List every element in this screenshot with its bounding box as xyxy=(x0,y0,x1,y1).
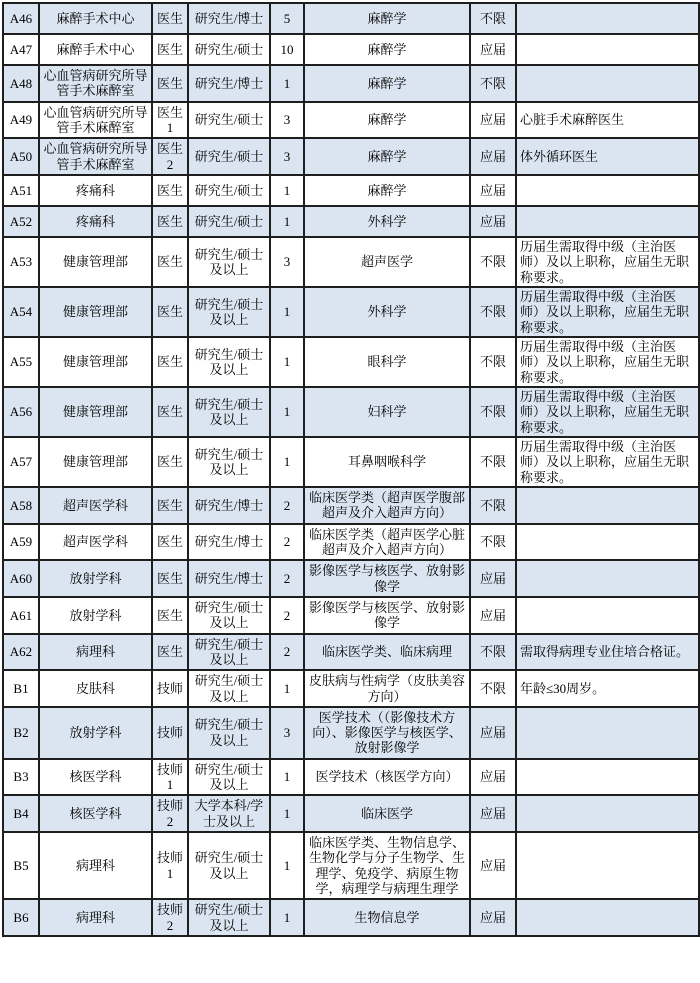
cell-major-requirement: 眼科学 xyxy=(304,337,470,387)
cell-job-title: 技师1 xyxy=(152,832,188,899)
cell-note xyxy=(516,3,699,34)
cell-department: 健康管理部 xyxy=(39,287,152,337)
cell-major-requirement: 麻醉学 xyxy=(304,65,470,102)
table-row xyxy=(3,670,699,707)
cell-position-code: A47 xyxy=(3,34,39,65)
table-row xyxy=(3,287,699,337)
cell-major-requirement: 生物信息学 xyxy=(304,899,470,936)
cell-education-requirement: 研究生/博士 xyxy=(188,487,270,524)
cell-education-requirement: 研究生/硕士及以上 xyxy=(188,287,270,337)
table-row xyxy=(3,707,699,759)
cell-job-title: 医生1 xyxy=(152,102,188,139)
table-row xyxy=(3,634,699,671)
cell-position-code: B1 xyxy=(3,670,39,707)
cell-note xyxy=(516,795,699,832)
table-row xyxy=(3,206,699,237)
cell-major-requirement: 影像医学与核医学、放射影像学 xyxy=(304,597,470,634)
cell-job-title: 医生2 xyxy=(152,138,188,175)
cell-department: 核医学科 xyxy=(39,759,152,796)
cell-job-title: 技师1 xyxy=(152,759,188,796)
cell-department: 心血管病研究所导管手术麻醉室 xyxy=(39,102,152,139)
cell-major-requirement: 临床医学 xyxy=(304,795,470,832)
cell-major-requirement: 影像医学与核医学、放射影像学 xyxy=(304,560,470,597)
cell-position-code: A59 xyxy=(3,524,39,561)
cell-position-code: B3 xyxy=(3,759,39,796)
cell-job-title: 医生 xyxy=(152,175,188,206)
cell-candidate-type: 应届 xyxy=(470,206,516,237)
table-row xyxy=(3,759,699,796)
cell-department: 超声医学科 xyxy=(39,524,152,561)
cell-major-requirement: 临床医学类（超声医学心脏超声及介入超声方向） xyxy=(304,524,470,561)
cell-job-title: 医生 xyxy=(152,387,188,437)
cell-candidate-type: 不限 xyxy=(470,337,516,387)
cell-headcount: 2 xyxy=(270,560,304,597)
cell-note: 需取得病理专业住培合格证。 xyxy=(516,634,699,671)
cell-position-code: A57 xyxy=(3,437,39,487)
table-row xyxy=(3,237,699,287)
cell-major-requirement: 临床医学类、生物信息学、生物化学与分子生物学、生理学、免疫学、病原生物学，病理学与病理生理学 xyxy=(304,832,470,899)
cell-candidate-type: 应届 xyxy=(470,102,516,139)
cell-major-requirement: 皮肤病与性病学（皮肤美容方向） xyxy=(304,670,470,707)
cell-major-requirement: 麻醉学 xyxy=(304,3,470,34)
cell-headcount: 5 xyxy=(270,3,304,34)
cell-position-code: A54 xyxy=(3,287,39,337)
cell-headcount: 1 xyxy=(270,832,304,899)
cell-candidate-type: 不限 xyxy=(470,524,516,561)
cell-position-code: A52 xyxy=(3,206,39,237)
cell-job-title: 技师2 xyxy=(152,899,188,936)
cell-department: 超声医学科 xyxy=(39,487,152,524)
cell-note: 体外循环医生 xyxy=(516,138,699,175)
table-row xyxy=(3,899,699,936)
table-row xyxy=(3,795,699,832)
cell-education-requirement: 研究生/硕士及以上 xyxy=(188,237,270,287)
cell-department: 病理科 xyxy=(39,634,152,671)
cell-major-requirement: 外科学 xyxy=(304,287,470,337)
cell-candidate-type: 不限 xyxy=(470,670,516,707)
cell-job-title: 医生 xyxy=(152,487,188,524)
cell-position-code: B2 xyxy=(3,707,39,759)
cell-headcount: 3 xyxy=(270,237,304,287)
cell-note xyxy=(516,65,699,102)
table-row xyxy=(3,387,699,437)
cell-department: 病理科 xyxy=(39,832,152,899)
table-body xyxy=(3,3,699,936)
cell-note xyxy=(516,206,699,237)
cell-job-title: 技师2 xyxy=(152,795,188,832)
cell-education-requirement: 研究生/硕士 xyxy=(188,138,270,175)
cell-major-requirement: 麻醉学 xyxy=(304,175,470,206)
table-row xyxy=(3,102,699,139)
cell-position-code: A62 xyxy=(3,634,39,671)
cell-position-code: A53 xyxy=(3,237,39,287)
cell-candidate-type: 应届 xyxy=(470,899,516,936)
cell-department: 放射学科 xyxy=(39,707,152,759)
cell-position-code: A55 xyxy=(3,337,39,387)
cell-department: 麻醉手术中心 xyxy=(39,3,152,34)
cell-department: 皮肤科 xyxy=(39,670,152,707)
cell-job-title: 医生 xyxy=(152,287,188,337)
cell-position-code: A58 xyxy=(3,487,39,524)
cell-education-requirement: 研究生/硕士及以上 xyxy=(188,437,270,487)
cell-headcount: 1 xyxy=(270,337,304,387)
cell-major-requirement: 耳鼻咽喉科学 xyxy=(304,437,470,487)
cell-education-requirement: 大学本科/学士及以上 xyxy=(188,795,270,832)
cell-department: 健康管理部 xyxy=(39,437,152,487)
cell-headcount: 2 xyxy=(270,487,304,524)
cell-headcount: 2 xyxy=(270,597,304,634)
cell-position-code: B5 xyxy=(3,832,39,899)
table-row xyxy=(3,138,699,175)
cell-major-requirement: 医学技术（（影像技术方向）、影像医学与核医学、放射影像学 xyxy=(304,707,470,759)
table-row xyxy=(3,832,699,899)
cell-department: 核医学科 xyxy=(39,795,152,832)
cell-candidate-type: 不限 xyxy=(470,3,516,34)
cell-note: 历届生需取得中级（主治医师）及以上职称，应届生无职称要求。 xyxy=(516,287,699,337)
table-row xyxy=(3,560,699,597)
cell-position-code: A60 xyxy=(3,560,39,597)
cell-education-requirement: 研究生/硕士及以上 xyxy=(188,899,270,936)
cell-major-requirement: 麻醉学 xyxy=(304,34,470,65)
cell-note: 历届生需取得中级（主治医师）及以上职称，应届生无职称要求。 xyxy=(516,337,699,387)
cell-headcount: 1 xyxy=(270,795,304,832)
cell-education-requirement: 研究生/硕士及以上 xyxy=(188,597,270,634)
cell-major-requirement: 临床医学类（超声医学腹部超声及介入超声方向） xyxy=(304,487,470,524)
cell-position-code: A50 xyxy=(3,138,39,175)
cell-note xyxy=(516,524,699,561)
cell-candidate-type: 不限 xyxy=(470,65,516,102)
cell-candidate-type: 应届 xyxy=(470,759,516,796)
cell-note: 历届生需取得中级（主治医师）及以上职称，应届生无职称要求。 xyxy=(516,387,699,437)
cell-headcount: 1 xyxy=(270,175,304,206)
cell-headcount: 1 xyxy=(270,670,304,707)
cell-department: 病理科 xyxy=(39,899,152,936)
cell-headcount: 2 xyxy=(270,634,304,671)
cell-education-requirement: 研究生/硕士及以上 xyxy=(188,707,270,759)
cell-candidate-type: 不限 xyxy=(470,634,516,671)
cell-department: 疼痛科 xyxy=(39,206,152,237)
cell-education-requirement: 研究生/硕士及以上 xyxy=(188,387,270,437)
cell-major-requirement: 临床医学类、临床病理 xyxy=(304,634,470,671)
cell-note xyxy=(516,175,699,206)
cell-note: 年龄≤30周岁。 xyxy=(516,670,699,707)
cell-department: 健康管理部 xyxy=(39,237,152,287)
cell-headcount: 3 xyxy=(270,707,304,759)
cell-candidate-type: 应届 xyxy=(470,138,516,175)
cell-department: 心血管病研究所导管手术麻醉室 xyxy=(39,138,152,175)
cell-education-requirement: 研究生/博士 xyxy=(188,3,270,34)
cell-position-code: A46 xyxy=(3,3,39,34)
cell-job-title: 医生 xyxy=(152,65,188,102)
cell-job-title: 医生 xyxy=(152,337,188,387)
cell-job-title: 技师 xyxy=(152,707,188,759)
cell-headcount: 10 xyxy=(270,34,304,65)
cell-education-requirement: 研究生/硕士 xyxy=(188,102,270,139)
cell-position-code: B4 xyxy=(3,795,39,832)
cell-job-title: 医生 xyxy=(152,437,188,487)
cell-department: 放射学科 xyxy=(39,597,152,634)
cell-major-requirement: 医学技术（核医学方向） xyxy=(304,759,470,796)
cell-job-title: 医生 xyxy=(152,34,188,65)
cell-job-title: 医生 xyxy=(152,237,188,287)
cell-job-title: 医生 xyxy=(152,560,188,597)
cell-position-code: B6 xyxy=(3,899,39,936)
cell-education-requirement: 研究生/硕士及以上 xyxy=(188,634,270,671)
cell-major-requirement: 外科学 xyxy=(304,206,470,237)
cell-job-title: 医生 xyxy=(152,597,188,634)
cell-education-requirement: 研究生/博士 xyxy=(188,65,270,102)
cell-position-code: A56 xyxy=(3,387,39,437)
cell-candidate-type: 不限 xyxy=(470,287,516,337)
cell-education-requirement: 研究生/硕士及以上 xyxy=(188,759,270,796)
table-row xyxy=(3,437,699,487)
cell-candidate-type: 应届 xyxy=(470,560,516,597)
cell-candidate-type: 应届 xyxy=(470,832,516,899)
cell-major-requirement: 麻醉学 xyxy=(304,102,470,139)
cell-note xyxy=(516,707,699,759)
cell-position-code: A48 xyxy=(3,65,39,102)
cell-job-title: 医生 xyxy=(152,634,188,671)
cell-department: 健康管理部 xyxy=(39,387,152,437)
cell-education-requirement: 研究生/硕士 xyxy=(188,34,270,65)
table-row xyxy=(3,3,699,34)
cell-note xyxy=(516,597,699,634)
recruitment-positions-table xyxy=(2,2,700,937)
cell-education-requirement: 研究生/硕士及以上 xyxy=(188,670,270,707)
cell-headcount: 3 xyxy=(270,102,304,139)
cell-headcount: 1 xyxy=(270,287,304,337)
cell-note xyxy=(516,560,699,597)
cell-department: 放射学科 xyxy=(39,560,152,597)
cell-department: 健康管理部 xyxy=(39,337,152,387)
cell-candidate-type: 不限 xyxy=(470,237,516,287)
cell-candidate-type: 不限 xyxy=(470,487,516,524)
cell-department: 心血管病研究所导管手术麻醉室 xyxy=(39,65,152,102)
cell-note: 历届生需取得中级（主治医师）及以上职称，应届生无职称要求。 xyxy=(516,237,699,287)
cell-education-requirement: 研究生/博士 xyxy=(188,524,270,561)
cell-note: 历届生需取得中级（主治医师）及以上职称，应届生无职称要求。 xyxy=(516,437,699,487)
cell-education-requirement: 研究生/硕士及以上 xyxy=(188,337,270,387)
cell-department: 麻醉手术中心 xyxy=(39,34,152,65)
cell-headcount: 1 xyxy=(270,759,304,796)
cell-note: 心脏手术麻醉医生 xyxy=(516,102,699,139)
cell-position-code: A49 xyxy=(3,102,39,139)
table-row xyxy=(3,337,699,387)
cell-education-requirement: 研究生/硕士 xyxy=(188,175,270,206)
cell-major-requirement: 超声医学 xyxy=(304,237,470,287)
cell-job-title: 技师 xyxy=(152,670,188,707)
cell-major-requirement: 麻醉学 xyxy=(304,138,470,175)
cell-job-title: 医生 xyxy=(152,3,188,34)
cell-note xyxy=(516,487,699,524)
table-row xyxy=(3,175,699,206)
cell-headcount: 1 xyxy=(270,65,304,102)
cell-job-title: 医生 xyxy=(152,206,188,237)
cell-candidate-type: 应届 xyxy=(470,34,516,65)
table-row xyxy=(3,487,699,524)
cell-education-requirement: 研究生/博士 xyxy=(188,560,270,597)
cell-candidate-type: 不限 xyxy=(470,387,516,437)
cell-note xyxy=(516,899,699,936)
cell-candidate-type: 应届 xyxy=(470,795,516,832)
cell-candidate-type: 不限 xyxy=(470,437,516,487)
cell-position-code: A61 xyxy=(3,597,39,634)
table-row xyxy=(3,34,699,65)
cell-department: 疼痛科 xyxy=(39,175,152,206)
table-row xyxy=(3,524,699,561)
cell-education-requirement: 研究生/硕士 xyxy=(188,206,270,237)
cell-headcount: 3 xyxy=(270,138,304,175)
cell-major-requirement: 妇科学 xyxy=(304,387,470,437)
cell-candidate-type: 应届 xyxy=(470,175,516,206)
cell-headcount: 2 xyxy=(270,524,304,561)
cell-headcount: 1 xyxy=(270,899,304,936)
cell-headcount: 1 xyxy=(270,206,304,237)
table-row xyxy=(3,597,699,634)
cell-education-requirement: 研究生/硕士及以上 xyxy=(188,832,270,899)
cell-note xyxy=(516,34,699,65)
cell-note xyxy=(516,832,699,899)
cell-position-code: A51 xyxy=(3,175,39,206)
cell-candidate-type: 应届 xyxy=(470,707,516,759)
cell-note xyxy=(516,759,699,796)
cell-headcount: 1 xyxy=(270,437,304,487)
table-row xyxy=(3,65,699,102)
cell-job-title: 医生 xyxy=(152,524,188,561)
cell-headcount: 1 xyxy=(270,387,304,437)
cell-candidate-type: 应届 xyxy=(470,597,516,634)
